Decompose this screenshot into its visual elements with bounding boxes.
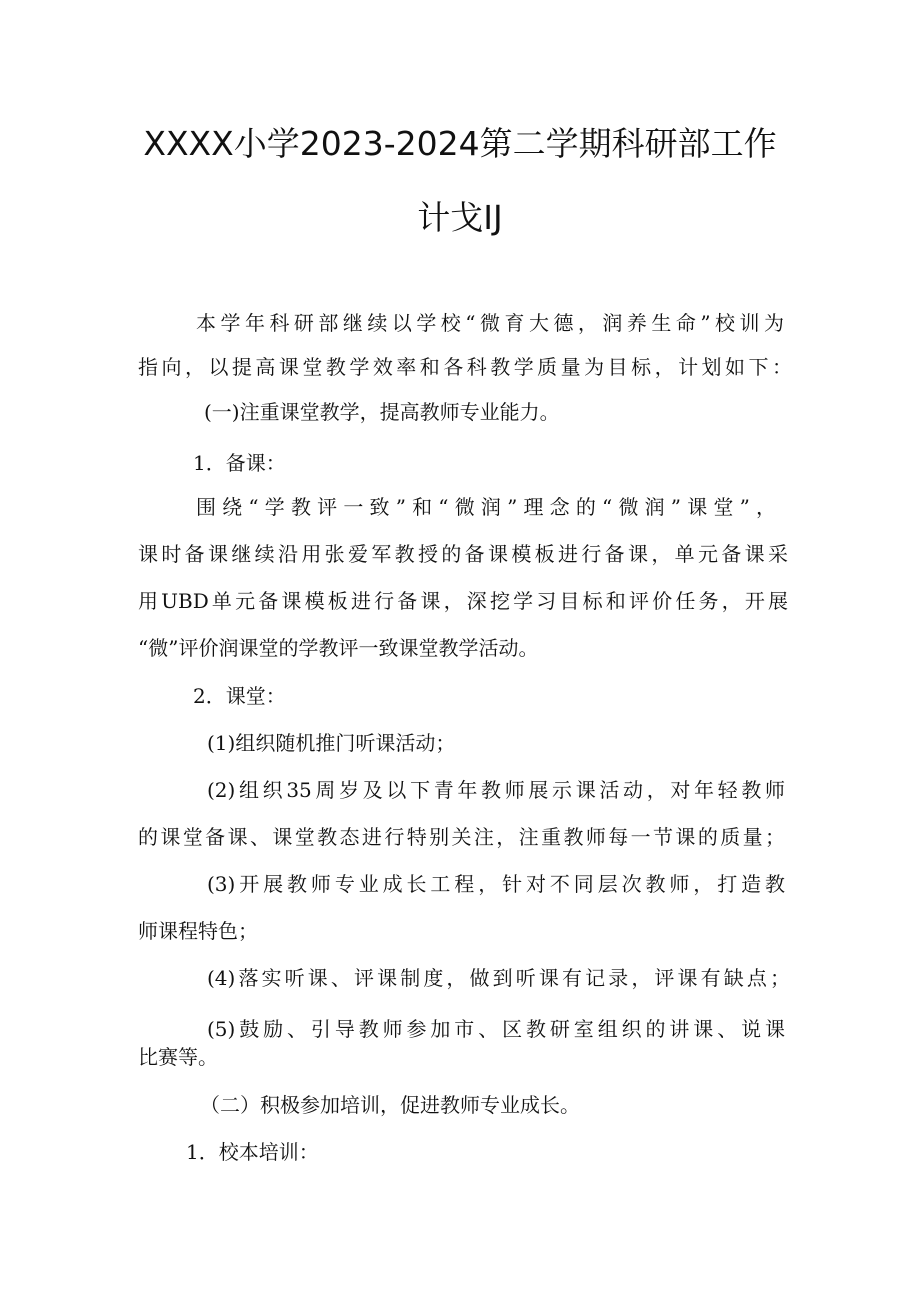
list-item: (4)落实听课、评课制度，做到听课有记录，评课有缺点； xyxy=(207,966,790,990)
list-item-continuation: 的课堂备课、课堂教态进行特别关注，注重教师每一节课的质量； xyxy=(138,825,785,849)
list-item-continuation: 比赛等。 xyxy=(138,1045,218,1069)
paragraph-line: “微”评价润课堂的学教评一致课堂教学活动。 xyxy=(138,636,539,660)
section-heading: （二）积极参加培训，促进教师专业成长。 xyxy=(200,1093,580,1117)
paragraph-line: 指向，以提高课堂教学效率和各科教学质量为目标，计划如下： xyxy=(138,355,792,379)
document-title-line-2: 计戈IJ xyxy=(417,198,503,237)
document-title-line-1: XXXX小学2023-2024第二学期科研部工作 xyxy=(143,124,777,163)
list-item: (2)组织35周岁及以下青年教师展示课活动，对年轻教师 xyxy=(207,778,785,802)
paragraph-line: 课时备课继续沿用张爱军教授的备课模板进行备课，单元备课采 xyxy=(138,542,788,566)
list-item: (1)组织随机推门听课活动； xyxy=(207,731,456,755)
list-item: (3)开展教师专业成长工程，针对不同层次教师，打造教 xyxy=(207,872,785,896)
list-item: (5)鼓励、引导教师参加市、区教研室组织的讲课、说课 xyxy=(207,1017,785,1041)
paragraph-line: 本学年科研部继续以学校“微育大德，润养生命”校训为 xyxy=(196,311,784,335)
section-heading: (一)注重课堂教学，提高教师专业能力。 xyxy=(204,400,560,424)
subsection-heading: 1．备课： xyxy=(193,451,286,475)
subsection-heading: 2．课堂： xyxy=(193,684,286,708)
list-item-continuation: 师课程特色； xyxy=(138,919,258,943)
subsection-heading: 1．校本培训： xyxy=(186,1140,319,1164)
paragraph-line: 用UBD单元备课模板进行备课，深挖学习目标和评价任务，开展 xyxy=(138,589,788,613)
paragraph-line: 围绕“学教评一致”和“微润”理念的“微润”课堂”， xyxy=(196,495,776,519)
